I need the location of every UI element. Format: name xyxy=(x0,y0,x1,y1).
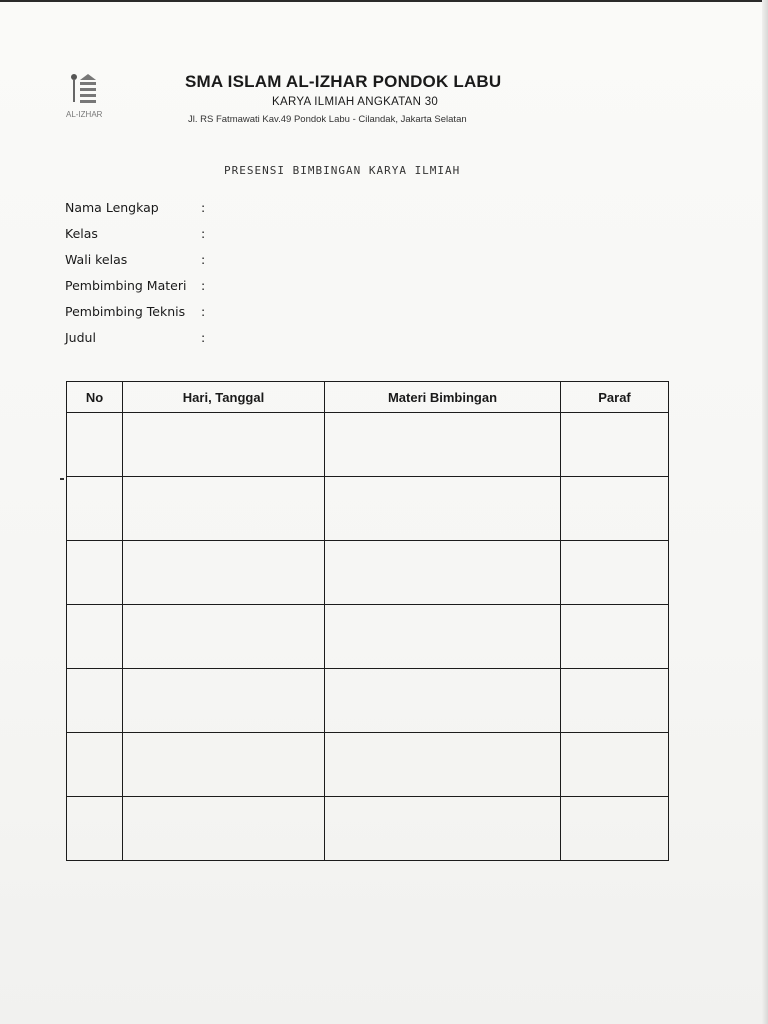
cell-no[interactable] xyxy=(67,669,123,733)
school-name: SMA ISLAM AL-IZHAR PONDOK LABU xyxy=(185,72,502,91)
cell-paraf[interactable] xyxy=(561,733,669,797)
column-header-paraf: Paraf xyxy=(561,382,669,413)
cell-no[interactable] xyxy=(67,605,123,669)
field-label: Kelas xyxy=(65,226,98,241)
field-colon: : xyxy=(201,200,206,215)
table-header-row xyxy=(67,382,669,413)
table-row xyxy=(67,477,669,541)
cell-materi-bimbingan[interactable] xyxy=(325,733,561,797)
cell-paraf[interactable] xyxy=(561,605,669,669)
table-row xyxy=(67,797,669,861)
cell-paraf[interactable] xyxy=(561,477,669,541)
cell-materi-bimbingan[interactable] xyxy=(325,605,561,669)
cell-paraf[interactable] xyxy=(561,413,669,477)
table-row xyxy=(67,669,669,733)
cell-materi-bimbingan[interactable] xyxy=(325,797,561,861)
cell-hari-tanggal[interactable] xyxy=(123,733,325,797)
table-row xyxy=(67,605,669,669)
table-row xyxy=(67,413,669,477)
field-colon: : xyxy=(201,304,206,319)
field-label: Nama Lengkap xyxy=(65,200,159,215)
cell-no[interactable] xyxy=(67,477,123,541)
page-top-edge xyxy=(0,0,768,2)
field-colon: : xyxy=(201,226,206,241)
column-header-hari-tanggal: Hari, Tanggal xyxy=(123,382,325,413)
cell-hari-tanggal[interactable] xyxy=(123,669,325,733)
column-header-materi-bimbingan: Materi Bimbingan xyxy=(325,382,561,413)
cell-paraf[interactable] xyxy=(561,797,669,861)
logo-text: AL-IZHAR xyxy=(66,110,103,119)
cell-paraf[interactable] xyxy=(561,541,669,605)
cell-hari-tanggal[interactable] xyxy=(123,413,325,477)
page-right-edge xyxy=(762,0,768,1024)
field-label: Wali kelas xyxy=(65,252,128,267)
cell-no[interactable] xyxy=(67,413,123,477)
form-title: PRESENSI BIMBINGAN KARYA ILMIAH xyxy=(224,164,461,177)
cell-no[interactable] xyxy=(67,733,123,797)
stray-mark xyxy=(60,478,64,480)
cell-no[interactable] xyxy=(67,541,123,605)
cell-materi-bimbingan[interactable] xyxy=(325,669,561,733)
school-address: Jl. RS Fatmawati Kav.49 Pondok Labu - Cilandak, Jakarta Selatan xyxy=(188,114,467,125)
field-colon: : xyxy=(201,252,206,267)
cell-materi-bimbingan[interactable] xyxy=(325,477,561,541)
attendance-table xyxy=(66,381,669,861)
field-label: Pembimbing Teknis xyxy=(65,304,186,319)
cell-no[interactable] xyxy=(67,797,123,861)
cell-materi-bimbingan[interactable] xyxy=(325,541,561,605)
cell-materi-bimbingan[interactable] xyxy=(325,413,561,477)
field-colon: : xyxy=(201,278,206,293)
column-header-no: No xyxy=(67,382,123,413)
field-label: Judul xyxy=(65,330,96,345)
table-row xyxy=(67,733,669,797)
cell-paraf[interactable] xyxy=(561,669,669,733)
cell-hari-tanggal[interactable] xyxy=(123,541,325,605)
school-logo xyxy=(66,70,122,126)
cell-hari-tanggal[interactable] xyxy=(123,477,325,541)
header-subtitle: KARYA ILMIAH ANGKATAN 30 xyxy=(272,96,439,108)
table-row xyxy=(67,541,669,605)
field-label: Pembimbing Materi xyxy=(65,278,187,293)
field-colon: : xyxy=(201,330,206,345)
cell-hari-tanggal[interactable] xyxy=(123,797,325,861)
cell-hari-tanggal[interactable] xyxy=(123,605,325,669)
